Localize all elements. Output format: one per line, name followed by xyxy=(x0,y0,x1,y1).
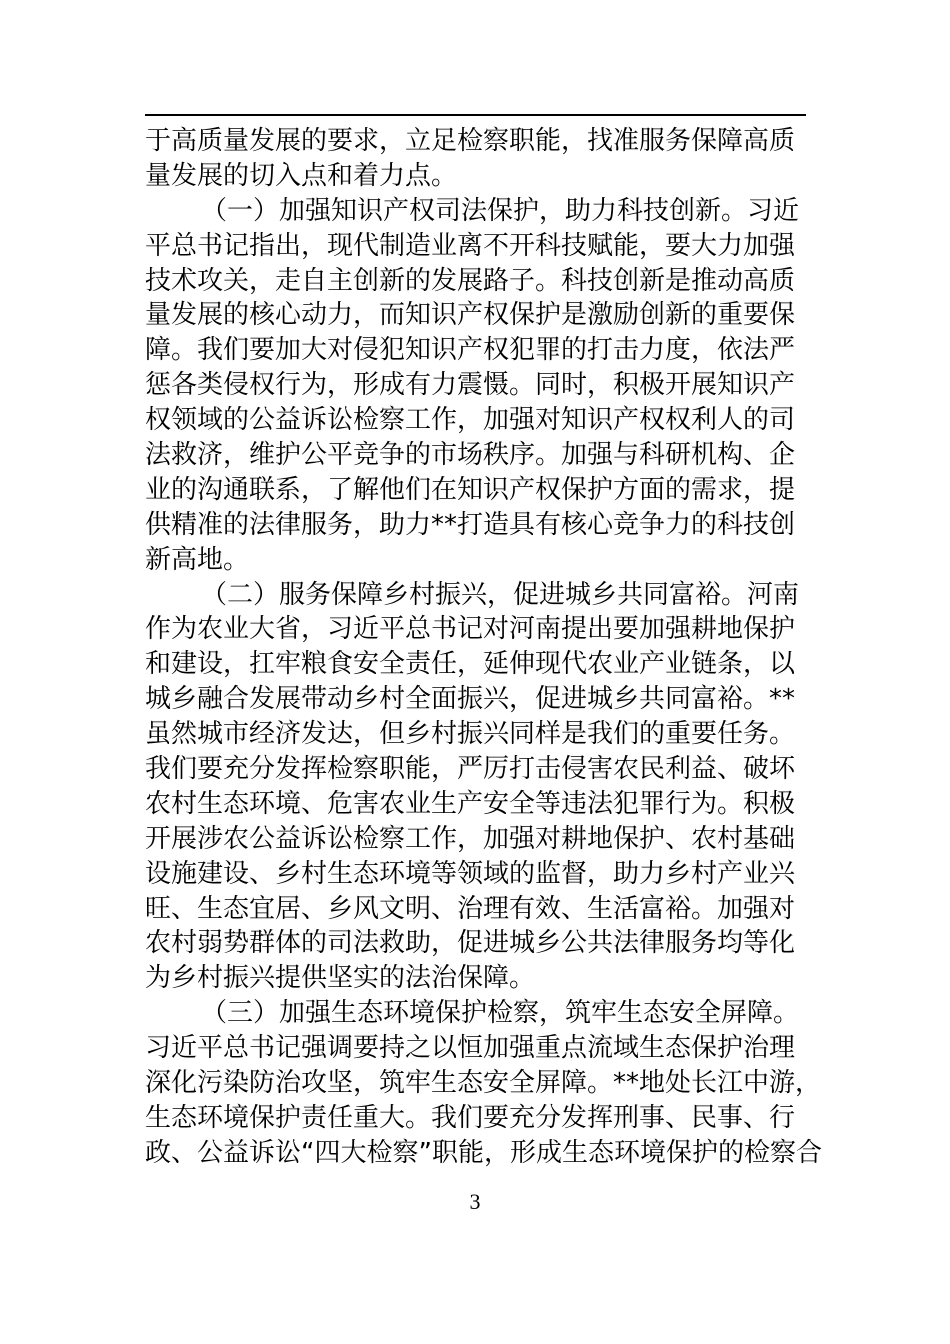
text-line: 量发展的切入点和着力点。 xyxy=(145,160,458,191)
text-line: 设施建设、乡村生态环境等领域的监督，助力乡村产业兴 xyxy=(145,858,796,889)
text-line: 农村生态环境、危害农业生产安全等违法犯罪行为。积极 xyxy=(145,788,796,819)
document-body xyxy=(145,124,822,1171)
text-line: 农村弱势群体的司法救助，促进城乡公共法律服务均等化 xyxy=(145,928,796,959)
text-line: 法救济，维护公平竞争的市场秩序。加强与科研机构、企 xyxy=(145,440,796,471)
page-number: 3 xyxy=(469,1189,481,1214)
text-line: 政、公益诉讼“四大检察”职能，形成生态环境保护的检察合 xyxy=(145,1137,822,1168)
section-heading-line: （三）加强生态环境保护检察，筑牢生态安全屏障。 xyxy=(201,998,800,1029)
text-line: 习近平总书记强调要持之以恒加强重点流域生态保护治理 xyxy=(145,1033,796,1064)
text-line: 虽然城市经济发达，但乡村振兴同样是我们的重要任务。 xyxy=(145,719,796,750)
text-line: 生态环境保护责任重大。我们要充分发挥刑事、民事、行 xyxy=(145,1102,796,1133)
text-line: 为乡村振兴提供坚实的法治保障。 xyxy=(145,963,536,994)
text-line: 和建设，扛牢粮食安全责任，延伸现代农业产业链条，以 xyxy=(145,649,796,680)
text-line: 开展涉农公益诉讼检察工作，加强对耕地保护、农村基础 xyxy=(145,823,796,854)
section-heading-line: （二）服务保障乡村振兴，促进城乡共同富裕。河南 xyxy=(201,579,800,610)
text-line: 旺、生态宜居、乡风文明、治理有效、生活富裕。加强对 xyxy=(145,893,796,924)
text-line: 障。我们要加大对侵犯知识产权犯罪的打击力度，依法严 xyxy=(145,335,796,366)
text-line: 深化污染防治攻坚，筑牢生态安全屏障。**地处长江中游， xyxy=(145,1068,822,1099)
text-line: 平总书记指出，现代制造业离不开科技赋能，要大力加强 xyxy=(145,230,796,261)
text-line: 业的沟通联系，了解他们在知识产权保护方面的需求，提 xyxy=(145,474,796,505)
text-line: 新高地。 xyxy=(145,544,250,575)
text-line: 惩各类侵权行为，形成有力震慑。同时，积极开展知识产 xyxy=(145,370,796,401)
text-line: 权领域的公益诉讼检察工作，加强对知识产权权利人的司 xyxy=(145,405,796,436)
section-heading-line: （一）加强知识产权司法保护，助力科技创新。习近 xyxy=(201,195,800,226)
text-line: 作为农业大省，习近平总书记对河南提出要加强耕地保护 xyxy=(145,614,796,645)
text-line: 于高质量发展的要求，立足检察职能，找准服务保障高质 xyxy=(145,126,796,156)
text-line: 量发展的核心动力，而知识产权保护是激励创新的重要保 xyxy=(145,300,796,331)
text-line: 供精准的法律服务，助力**打造具有核心竞争力的科技创 xyxy=(145,509,796,540)
text-line: 我们要充分发挥检察职能，严厉打击侵害农民利益、破坏 xyxy=(145,754,796,785)
text-line: 城乡融合发展带动乡村全面振兴，促进城乡共同富裕。** xyxy=(145,684,796,715)
text-line: 技术攻关，走自主创新的发展路子。科技创新是推动高质 xyxy=(145,265,796,296)
header-rule xyxy=(145,114,806,116)
